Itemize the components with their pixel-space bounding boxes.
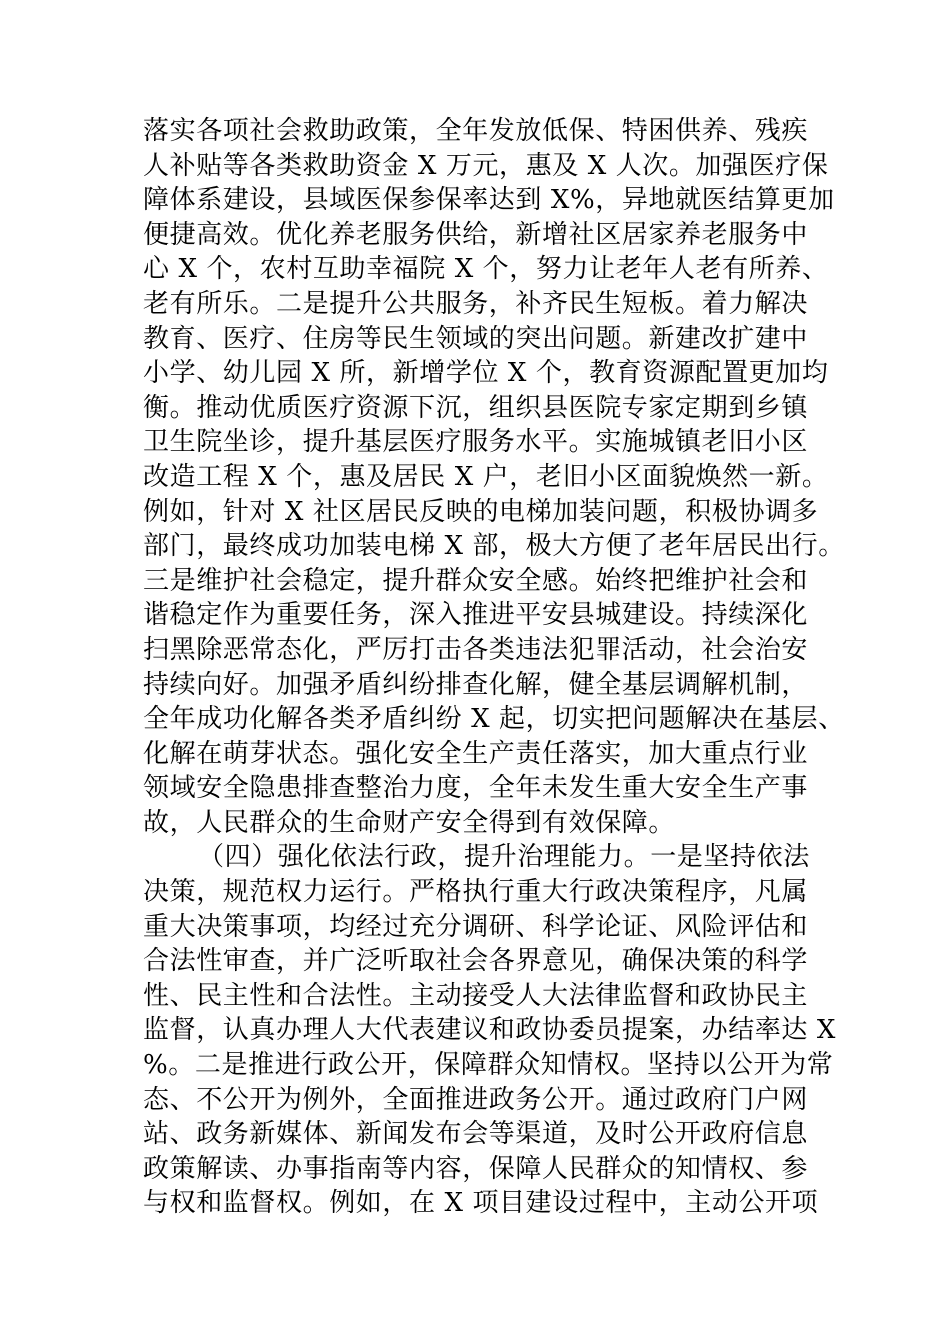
text-line: 扫黑除恶常态化，严厉打击各类违法犯罪活动，社会治安: [143, 634, 809, 665]
text-line: 态、不公开为例外，全面推进政务公开。通过政府门户网: [143, 1084, 809, 1115]
paragraph-social-welfare: [143, 114, 845, 840]
text-line: 性、民主性和合法性。主动接受人大法律监督和政协民主: [143, 980, 809, 1011]
text-line: 部门，最终成功加装电梯 X 部，极大方便了老年居民出行。: [143, 531, 845, 562]
text-line: 心 X 个，农村互助幸福院 X 个，努力让老年人老有所养、: [143, 254, 829, 285]
text-line: 与权和监督权。例如，在 X 项目建设过程中，主动公开项: [143, 1188, 819, 1219]
text-line: 决策，规范权力运行。严格执行重大行政决策程序，凡属: [143, 877, 809, 908]
text-line: 便捷高效。优化养老服务供给，新增社区居家养老服务中: [143, 219, 809, 250]
text-line: 重大决策事项，均经过充分调研、科学论证、风险评估和: [143, 911, 809, 942]
text-line: 障体系建设，县域医保参保率达到 X%，异地就医结算更加: [143, 185, 835, 216]
text-line: 落实各项社会救助政策，全年发放低保、特困供养、残疾: [143, 116, 809, 146]
section-heading-line: （四）强化依法行政，提升治理能力。一是坚持依法: [198, 842, 810, 873]
text-line: 站、政务新媒体、新闻发布会等渠道，及时公开政府信息: [143, 1119, 809, 1150]
text-line: 领域安全隐患排查整治力度，全年未发生重大安全生产事: [143, 773, 809, 804]
text-line: 化解在萌芽状态。强化安全生产责任落实，加大重点行业: [143, 738, 809, 769]
text-line: 卫生院坐诊，提升基层医疗服务水平。实施城镇老旧小区: [143, 427, 809, 458]
text-line: 谐稳定作为重要任务，深入推进平安县城建设。持续深化: [143, 600, 809, 631]
text-line: 改造工程 X 个，惠及居民 X 户，老旧小区面貌焕然一新。: [143, 461, 829, 492]
text-line: 小学、幼儿园 X 所，新增学位 X 个，教育资源配置更加均: [143, 358, 829, 389]
text-line: 老有所乐。二是提升公共服务，补齐民生短板。着力解决: [143, 288, 809, 319]
text-line: 监督，认真办理人大代表建议和政协委员提案，办结率达 X: [143, 1015, 836, 1046]
text-line: 全年成功化解各类矛盾纠纷 X 起，切实把问题解决在基层、: [143, 704, 845, 735]
text-line: 教育、医疗、住房等民生领域的突出问题。新建改扩建中: [143, 323, 809, 354]
text-line: %。二是推进行政公开，保障群众知情权。坚持以公开为常: [143, 1050, 834, 1081]
text-line: 三是维护社会稳定，提升群众安全感。始终把维护社会和: [143, 565, 809, 596]
text-line: 人补贴等各类救助资金 X 万元，惠及 X 人次。加强医疗保: [143, 150, 829, 181]
text-line: 故，人民群众的生命财产安全得到有效保障。: [143, 807, 676, 838]
text-line: 政策解读、办事指南等内容，保障人民群众的知情权、参: [143, 1153, 809, 1184]
text-line: 例如，针对 X 社区居民反映的电梯加装问题，积极协调多: [143, 496, 819, 527]
text-line: 衡。推动优质医疗资源下沉，组织县医院专家定期到乡镇: [143, 392, 809, 423]
paragraph-rule-of-law: [143, 840, 836, 1221]
body-text: [143, 114, 845, 1221]
text-line: 合法性审查，并广泛听取社会各界意见，确保决策的科学: [143, 946, 809, 977]
text-line: 持续向好。加强矛盾纠纷排查化解，健全基层调解机制，: [143, 669, 809, 700]
